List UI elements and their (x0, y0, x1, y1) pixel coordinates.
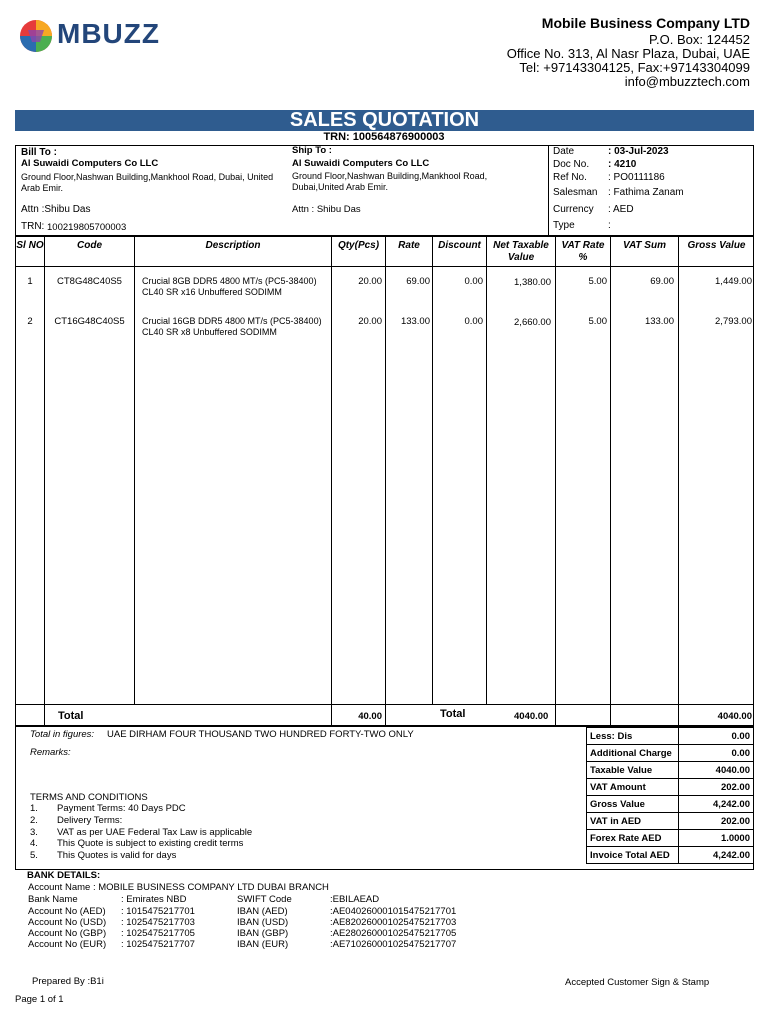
summary-label: Gross Value (587, 796, 679, 813)
bank-row-label: Bank Name (28, 894, 78, 905)
item-rate: 133.00 (400, 316, 430, 327)
company-office: Office No. 313, Al Nasr Plaza, Dubai, UAE (506, 46, 750, 61)
col-sl: Sl NO (16, 240, 44, 251)
bank-row-value: : 1025475217705 (121, 928, 195, 939)
term-num: 3. (30, 827, 38, 838)
item-sl: 1 (27, 276, 33, 287)
salesman-value: : Fathima Zanam (608, 187, 684, 198)
item-qty: 20.00 (358, 276, 382, 287)
bank-row-label2: SWIFT Code (237, 894, 292, 905)
terms-title: TERMS AND CONDITIONS (30, 792, 148, 803)
item-description: Crucial 16GB DDR5 4800 MT/s (PC5-38400) CL40 SR x8 Unbuffered SODIMM (142, 316, 322, 337)
doc-label: Doc No. (553, 159, 590, 170)
ship-to-label: Ship To : (292, 145, 332, 156)
item-vat-rate: 5.00 (588, 316, 607, 327)
document-title: SALES QUOTATION (15, 110, 754, 131)
bank-row-label2: IBAN (USD) (237, 917, 289, 928)
item-sl: 2 (27, 316, 33, 327)
term-text: Delivery Terms: (57, 815, 123, 826)
bank-row-value: : 1015475217701 (121, 906, 195, 917)
term-text: This Quote is subject to existing credit terms (57, 838, 244, 849)
bank-row-label: Account No (AED) (28, 906, 106, 917)
bank-row-value2: :EBILAEAD (330, 894, 380, 905)
bank-row-label: Account No (GBP) (28, 928, 107, 939)
logo-text: MBUZZ (57, 18, 160, 49)
bank-row-value: : 1025475217703 (121, 917, 195, 928)
item-net: 1,380.00 (514, 277, 551, 288)
bill-to-address: Ground Floor,Nashwan Building,Mankhool Road, Dubai, United Arab Emir. (21, 172, 274, 193)
summary-label: VAT in AED (587, 813, 679, 830)
summary-table (586, 727, 754, 864)
date-label: Date (553, 146, 575, 157)
item-vat-rate: 5.00 (588, 276, 607, 287)
total-label-2: Total (440, 708, 466, 720)
term-text: VAT as per UAE Federal Tax Law is applicable (57, 827, 253, 838)
col-discount: Discount (438, 240, 481, 251)
summary-label: Less: Dis (587, 728, 679, 745)
col-vat-rate: VAT Rate % (561, 240, 605, 263)
bill-to-attn: Attn :Shibu Das (21, 204, 91, 215)
col-rate: Rate (398, 240, 420, 251)
company-tel: Tel: +97143304125, Fax:+97143304099 (519, 60, 750, 75)
item-gross: 2,793.00 (715, 316, 752, 327)
company-name: Mobile Business Company LTD (541, 15, 750, 31)
item-description: Crucial 8GB DDR5 4800 MT/s (PC5-38400) CL40 SR x16 Unbuffered SODIMM (142, 276, 317, 297)
salesman-label: Salesman (553, 187, 598, 198)
page-number: Page 1 of 1 (15, 994, 64, 1005)
bill-to-name: Al Suwaidi Computers Co LLC (21, 158, 159, 169)
summary-value: 202.00 (679, 779, 754, 796)
bank-account-name: Account Name : MOBILE BUSINESS COMPANY LTD DUBAI BRANCH (28, 882, 329, 893)
net-total: 4040.00 (514, 711, 549, 722)
company-email: info@mbuzztech.com (624, 74, 750, 89)
total-label: Total (58, 710, 84, 722)
term-num: 5. (30, 850, 38, 861)
term-text: This Quotes is valid for days (57, 850, 177, 861)
col-code: Code (77, 240, 102, 251)
ship-to-name: Al Suwaidi Computers Co LLC (292, 158, 430, 169)
bank-row-value2: :AE710260001025475217707 (330, 939, 457, 950)
gross-total: 4040.00 (717, 711, 752, 722)
summary-label: Additional Charge (587, 745, 679, 762)
bill-to-trn-label: TRN: (21, 221, 45, 232)
prepared-by: Prepared By :B1i (32, 976, 104, 987)
col-net-taxable: Net Taxable Value (493, 240, 549, 263)
ref-label: Ref No. (553, 172, 587, 183)
item-vat-sum: 133.00 (644, 316, 674, 327)
bill-to-trn: 100219805700003 (47, 222, 127, 233)
qty-total: 40.00 (358, 711, 382, 722)
summary-value: 0.00 (679, 728, 754, 745)
item-gross: 1,449.00 (715, 276, 752, 287)
bank-row-value2: :AE820260001025475217703 (330, 917, 457, 928)
type-label: Type (553, 220, 575, 231)
accepted-sign: Accepted Customer Sign & Stamp (565, 977, 710, 988)
summary-value: 4,242.00 (679, 796, 754, 813)
summary-label: Invoice Total AED (587, 847, 679, 864)
words-label: Total in figures: (30, 729, 95, 740)
term-num: 1. (30, 803, 38, 814)
term-text: Payment Terms: 40 Days PDC (57, 803, 186, 814)
item-rate: 69.00 (406, 276, 430, 287)
item-qty: 20.00 (358, 316, 382, 327)
ship-to-attn: Attn : Shibu Das (292, 204, 361, 215)
bank-row-value: : 1025475217707 (121, 939, 195, 950)
item-code: CT8G48C40S5 (57, 276, 122, 287)
currency-value: : AED (608, 204, 634, 215)
summary-value: 202.00 (679, 813, 754, 830)
bank-row-value2: :AE040260001015475217701 (330, 906, 457, 917)
item-discount: 0.00 (464, 276, 483, 287)
bank-row-value: : Emirates NBD (121, 894, 187, 905)
bill-to-label: Bill To : (21, 147, 57, 158)
bank-title: BANK DETAILS: (27, 870, 101, 881)
col-description: Description (205, 240, 261, 251)
col-gross: Gross Value (687, 240, 746, 251)
term-num: 4. (30, 838, 38, 849)
summary-value: 4,242.00 (679, 847, 754, 864)
company-logo-icon (18, 18, 54, 54)
item-code: CT16G48C40S5 (54, 316, 125, 327)
remarks-label: Remarks: (30, 747, 71, 758)
summary-label: VAT Amount (587, 779, 679, 796)
bank-row-label2: IBAN (AED) (237, 906, 288, 917)
summary-label: Taxable Value (587, 762, 679, 779)
summary-value: 1.0000 (679, 830, 754, 847)
bank-row-label: Account No (EUR) (28, 939, 107, 950)
bank-row-label2: IBAN (EUR) (237, 939, 289, 950)
summary-label: Forex Rate AED (587, 830, 679, 847)
words-value: UAE DIRHAM FOUR THOUSAND TWO HUNDRED FORTY-TWO ONLY (107, 729, 414, 740)
doc-value: : 4210 (608, 159, 637, 170)
date-value: : 03-Jul-2023 (608, 146, 669, 157)
currency-label: Currency (553, 204, 594, 215)
bank-row-label: Account No (USD) (28, 917, 107, 928)
summary-value: 0.00 (679, 745, 754, 762)
ship-to-address: Ground Floor,Nashwan Building,Mankhool Road, Dubai,United Arab Emir. (292, 171, 488, 192)
ref-value: : PO0111186 (608, 172, 665, 183)
col-qty: Qty(Pcs) (337, 240, 380, 251)
item-net: 2,660.00 (514, 317, 551, 328)
type-value: : (608, 220, 611, 231)
bank-row-value2: :AE280260001025475217705 (330, 928, 457, 939)
item-vat-sum: 69.00 (650, 276, 674, 287)
company-trn: TRN: 100564876900003 (323, 131, 445, 143)
company-po-box: P.O. Box: 124452 (649, 32, 750, 47)
term-num: 2. (30, 815, 38, 826)
bank-row-label2: IBAN (GBP) (237, 928, 289, 939)
item-discount: 0.00 (464, 316, 483, 327)
summary-value: 4040.00 (679, 762, 754, 779)
col-vat-sum: VAT Sum (623, 240, 666, 251)
